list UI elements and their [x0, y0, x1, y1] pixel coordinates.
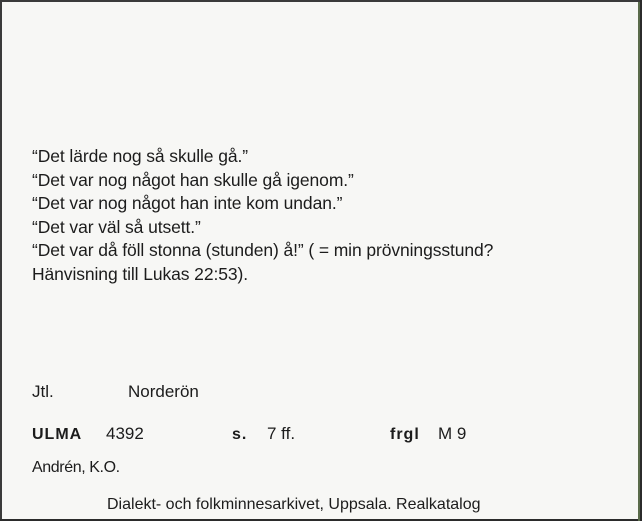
region-code: Jtl.: [32, 382, 54, 401]
s-value: 7 ff.: [267, 424, 296, 443]
archive-footer: Dialekt- och folkminnesarkivet, Uppsala. Realkatalog: [107, 496, 481, 513]
quote-line: “Det lärde nog så skulle gå.”: [32, 146, 248, 166]
quote-line: “Det var nog något han inte kom undan.”: [32, 193, 343, 213]
quote-text-block: [32, 145, 493, 286]
quote-line: Hänvisning till Lukas 22:53).: [32, 263, 248, 284]
quote-line: “Det var då föll stonna (stunden) å!” ( = min prövningsstund?: [32, 240, 494, 260]
quote-line: “Det var väl så utsett.”: [32, 216, 201, 237]
frgl-label: frgl: [390, 426, 420, 443]
ulma-label: ULMA: [32, 426, 83, 443]
quote-line: “Det var nog något han skulle gå igenom.”: [32, 169, 354, 190]
region-place: Norderön: [128, 382, 199, 401]
frgl-value: M 9: [438, 424, 467, 443]
author-name: Andrén, K.O.: [32, 459, 120, 476]
card-edge: [638, 2, 640, 521]
s-label: s.: [232, 426, 248, 443]
ulma-number: 4392: [106, 424, 144, 443]
